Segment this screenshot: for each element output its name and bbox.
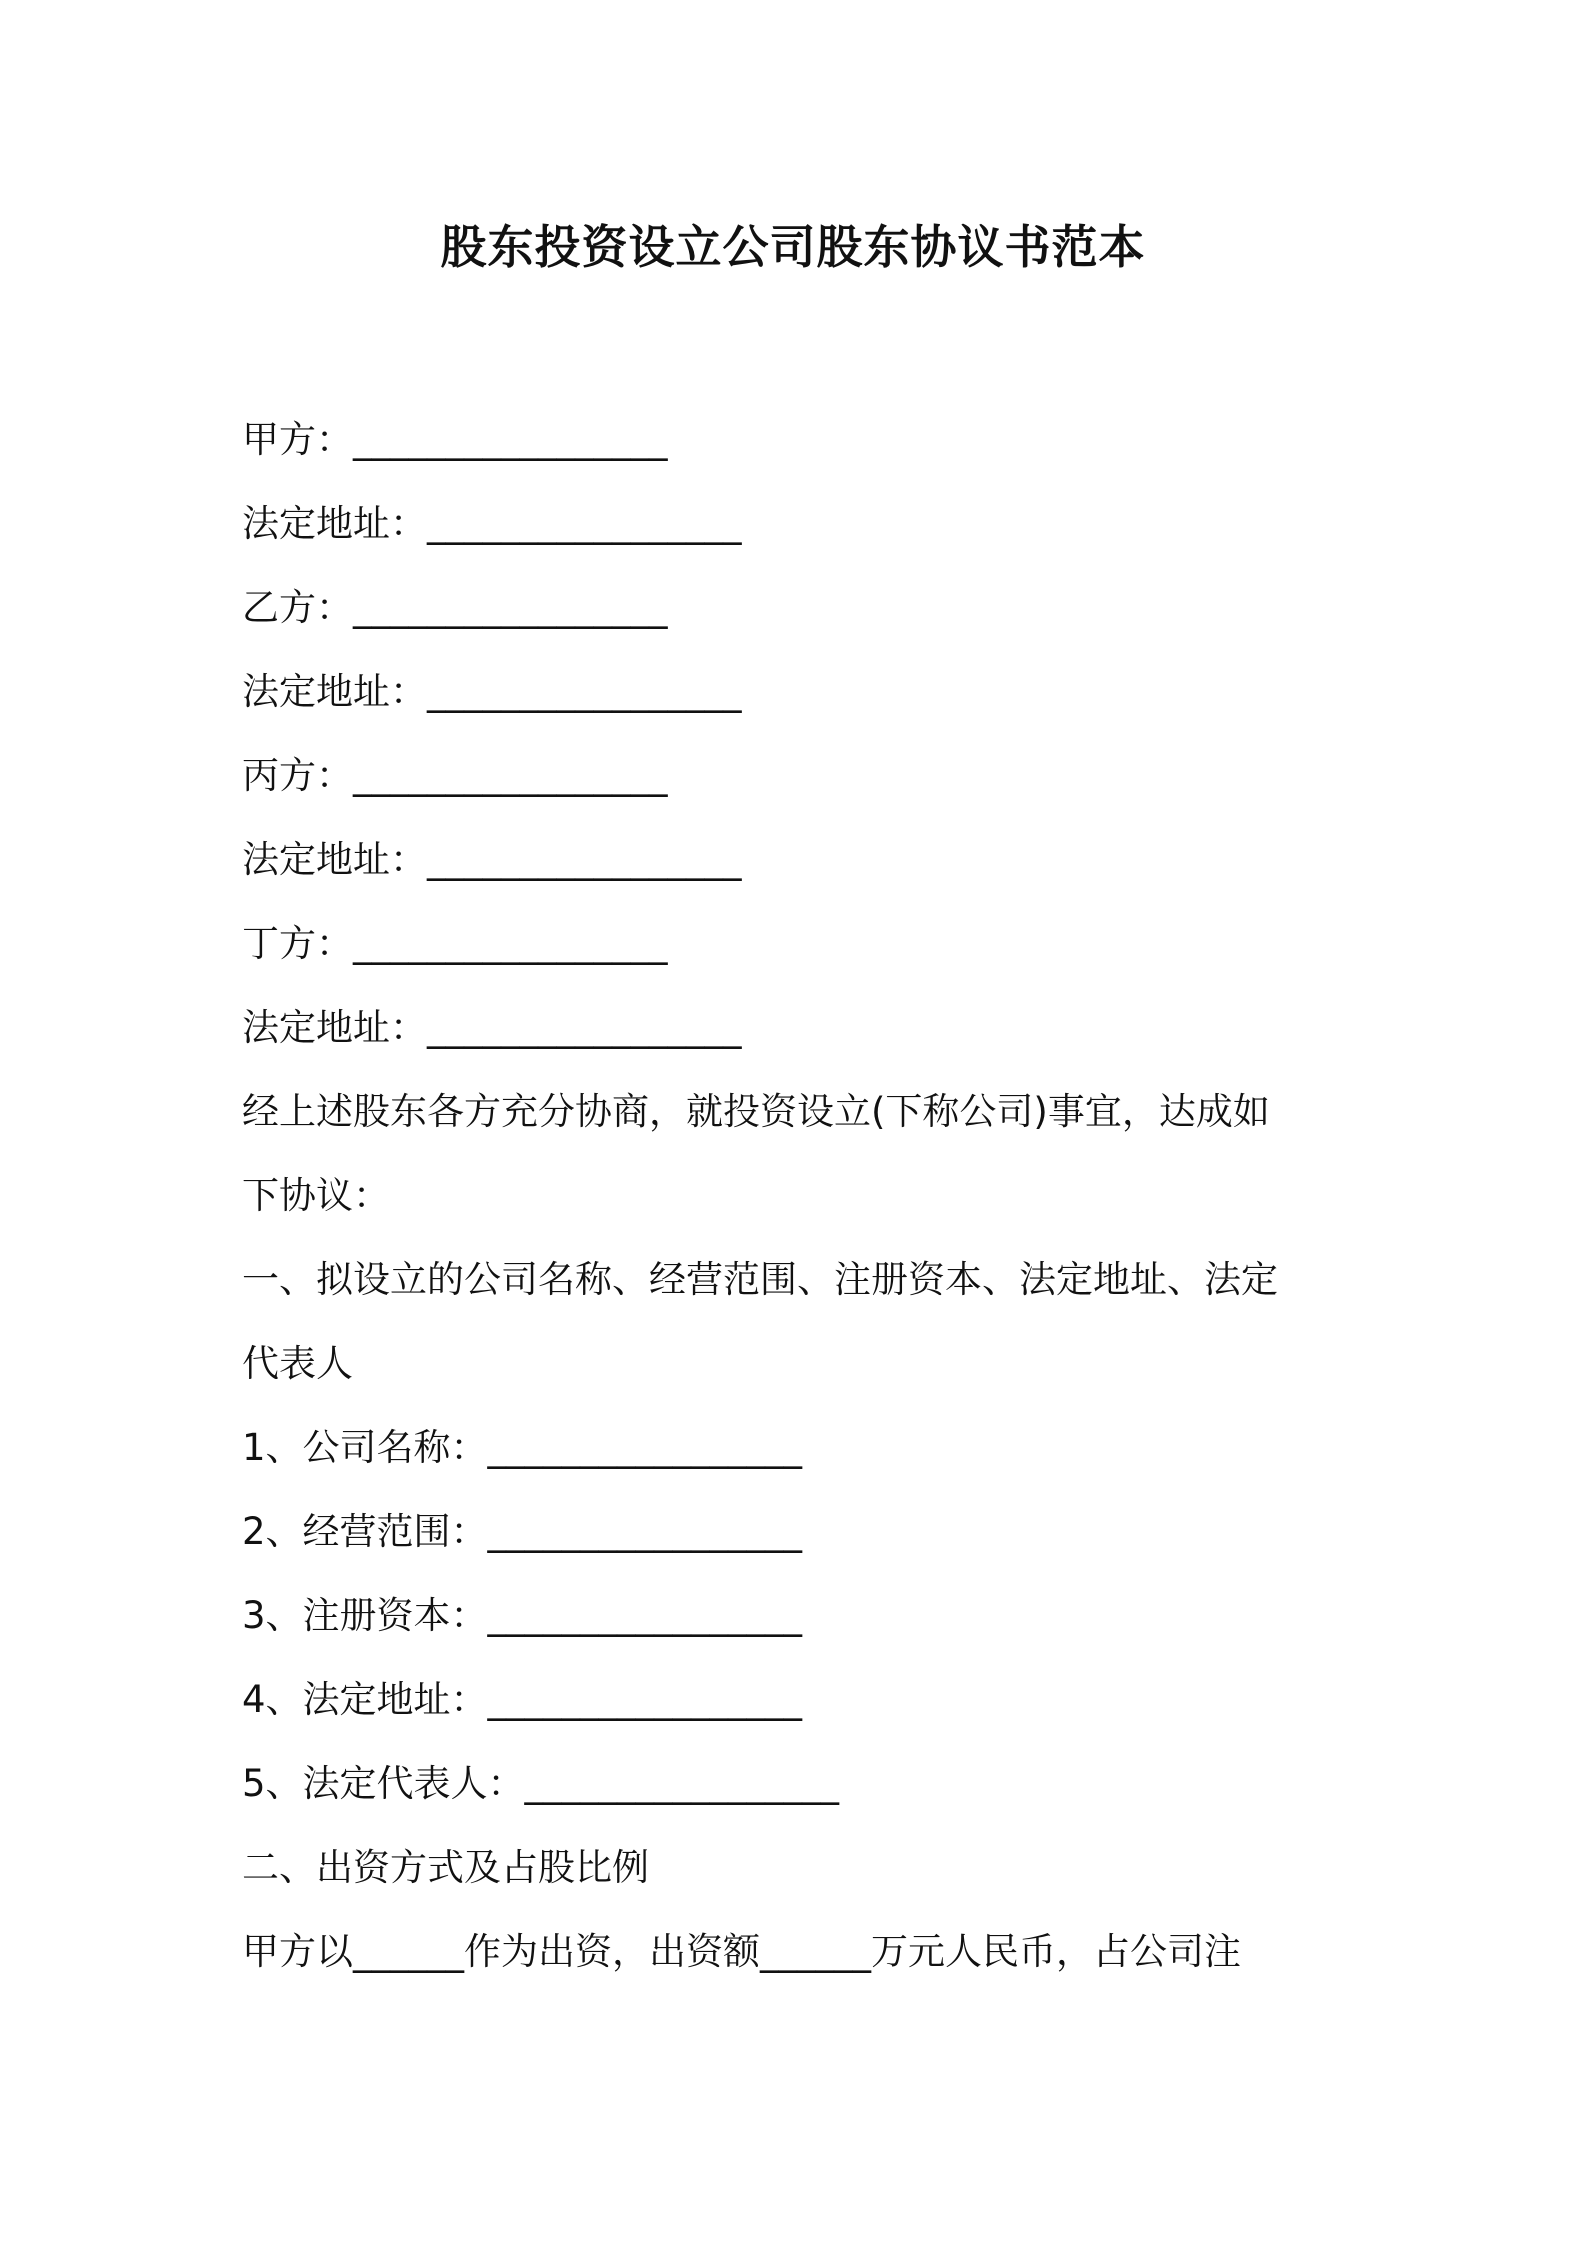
section-1-heading-line-1: 一、拟设立的公司名称、经营范围、注册资本、法定地址、法定: [242, 1258, 1278, 1301]
document-title: 股东投资设立公司股东协议书范本: [440, 220, 1146, 274]
section-2-heading: 二、出资方式及占股比例: [242, 1846, 649, 1889]
party-c-line: 丙方：_________________: [242, 754, 668, 797]
party-a-address-line: 法定地址：_________________: [242, 502, 742, 545]
document-body: [242, 398, 1362, 1994]
section-1-heading-line-2: 代表人: [242, 1342, 353, 1385]
legal-address-line: 4、法定地址：_________________: [242, 1678, 803, 1721]
party-d-line: 丁方：_________________: [242, 922, 668, 965]
registered-capital-line: 3、注册资本：_________________: [242, 1594, 803, 1637]
party-c-address-line: 法定地址：_________________: [242, 838, 742, 881]
intro-paragraph-line-1: 经上述股东各方充分协商，就投资设立(下称公司)事宜，达成如: [242, 1090, 1270, 1133]
legal-representative-line: 5、法定代表人：_________________: [242, 1762, 840, 1805]
party-b-address-line: 法定地址：_________________: [242, 670, 742, 713]
company-name-line: 1、公司名称：_________________: [242, 1426, 803, 1469]
party-a-contribution-line: 甲方以______作为出资，出资额______万元人民币，占公司注: [242, 1930, 1241, 1973]
intro-paragraph-line-2: 下协议：: [242, 1174, 390, 1217]
business-scope-line: 2、经营范围：_________________: [242, 1510, 803, 1553]
party-d-address-line: 法定地址：_________________: [242, 1006, 742, 1049]
party-b-line: 乙方：_________________: [242, 586, 668, 629]
party-a-line: 甲方：_________________: [242, 418, 668, 461]
